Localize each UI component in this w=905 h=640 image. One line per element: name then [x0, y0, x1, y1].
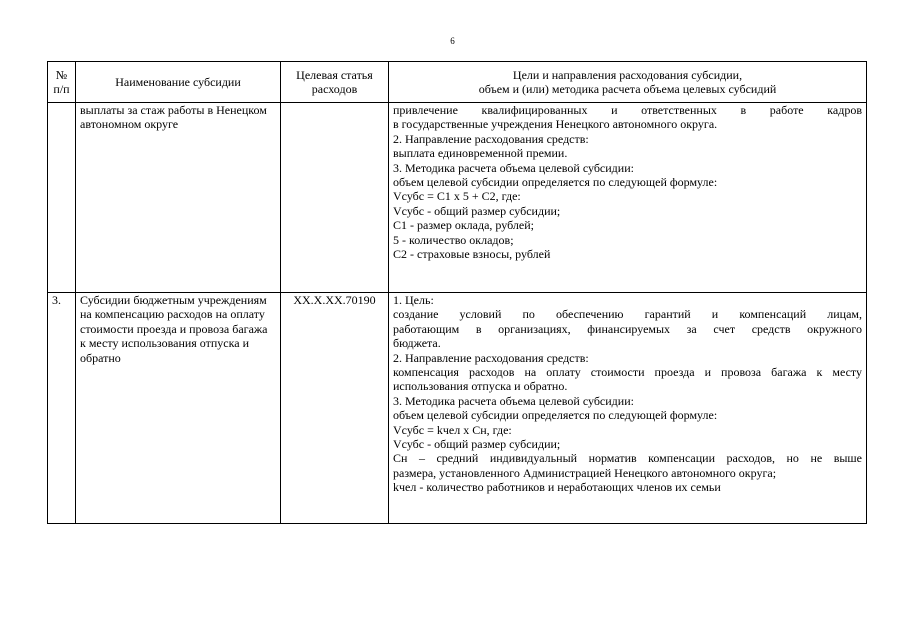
- header-article: Целевая статья расходов: [281, 62, 389, 103]
- goal-line: 3. Методика расчета объема целевой субсидии:: [393, 160, 634, 175]
- header-goals: Цели и направления расходования субсидии, объем и (или) методика расчета объема целевых субсидий: [389, 62, 867, 103]
- cell-article: [281, 103, 389, 293]
- cell-goals: [389, 293, 867, 524]
- table-header-row: [48, 62, 867, 103]
- goal-line: C2 - страховые взносы, рублей: [393, 247, 551, 262]
- goal-line: размера, установленного Администрацией Ненецкого автономного округа;: [393, 465, 777, 480]
- goal-line: объем целевой субсидии определяется по следующей формуле:: [393, 175, 718, 190]
- goal-line: выплата единовременной премии.: [393, 146, 568, 161]
- cell-num: 3.: [48, 293, 76, 524]
- table-row: [48, 103, 867, 293]
- subsidies-table: [47, 61, 867, 524]
- goal-line: работающим в организациях, финансируемых за счет средств окружного: [393, 321, 862, 336]
- goal-line: C1 - размер оклада, рублей;: [393, 218, 534, 233]
- cell-article: XX.X.XX.70190: [281, 293, 389, 524]
- goal-line: Vсубс = C1 x 5 + C2, где:: [393, 189, 521, 204]
- header-num: № п/п: [48, 62, 76, 103]
- goal-line: Cн – средний индивидуальный норматив компенсации расходов, но не выше: [393, 451, 862, 466]
- goal-line: 1. Цель:: [393, 293, 434, 307]
- table-row: [48, 293, 867, 524]
- goal-line: 2. Направление расходования средств:: [393, 131, 589, 146]
- goal-line: 5 - количество окладов;: [393, 232, 514, 247]
- goal-line: в государственные учреждения Ненецкого автономного округа.: [393, 117, 718, 132]
- cell-goals: [389, 103, 867, 293]
- goal-line: kчел - количество работников и неработающих членов их семьи: [393, 480, 721, 495]
- goal-line: бюджета.: [393, 336, 441, 351]
- goal-line: 3. Методика расчета объема целевой субсидии:: [393, 393, 634, 408]
- goal-line: компенсация расходов на оплату стоимости проезда и провоза багажа к месту: [393, 365, 862, 380]
- goal-line: создание условий по обеспечению гарантий и компенсаций лицам,: [393, 307, 862, 322]
- goal-line: объем целевой субсидии определяется по следующей формуле:: [393, 408, 718, 423]
- goal-line: Vсубс = kчел x Cн, где:: [393, 422, 512, 437]
- header-name: Наименование субсидии: [76, 62, 281, 103]
- goal-line: Vсубс - общий размер субсидии;: [393, 203, 561, 218]
- cell-num: [48, 103, 76, 293]
- goal-line: Vсубс - общий размер субсидии;: [393, 437, 561, 452]
- goal-line: использования отпуска и обратно.: [393, 379, 568, 394]
- cell-name: Субсидии бюджетным учреждениям на компенсацию расходов на оплату стоимости проезда и провоза багажа к месту использования отпуска и обратно: [76, 293, 281, 524]
- cell-name: выплаты за стаж работы в Ненецком автономном округе: [76, 103, 281, 293]
- goal-line: привлечение квалифицированных и ответственных в работе кадров: [393, 103, 862, 117]
- page-number: 6: [450, 36, 455, 46]
- goal-line: 2. Направление расходования средств:: [393, 350, 589, 365]
